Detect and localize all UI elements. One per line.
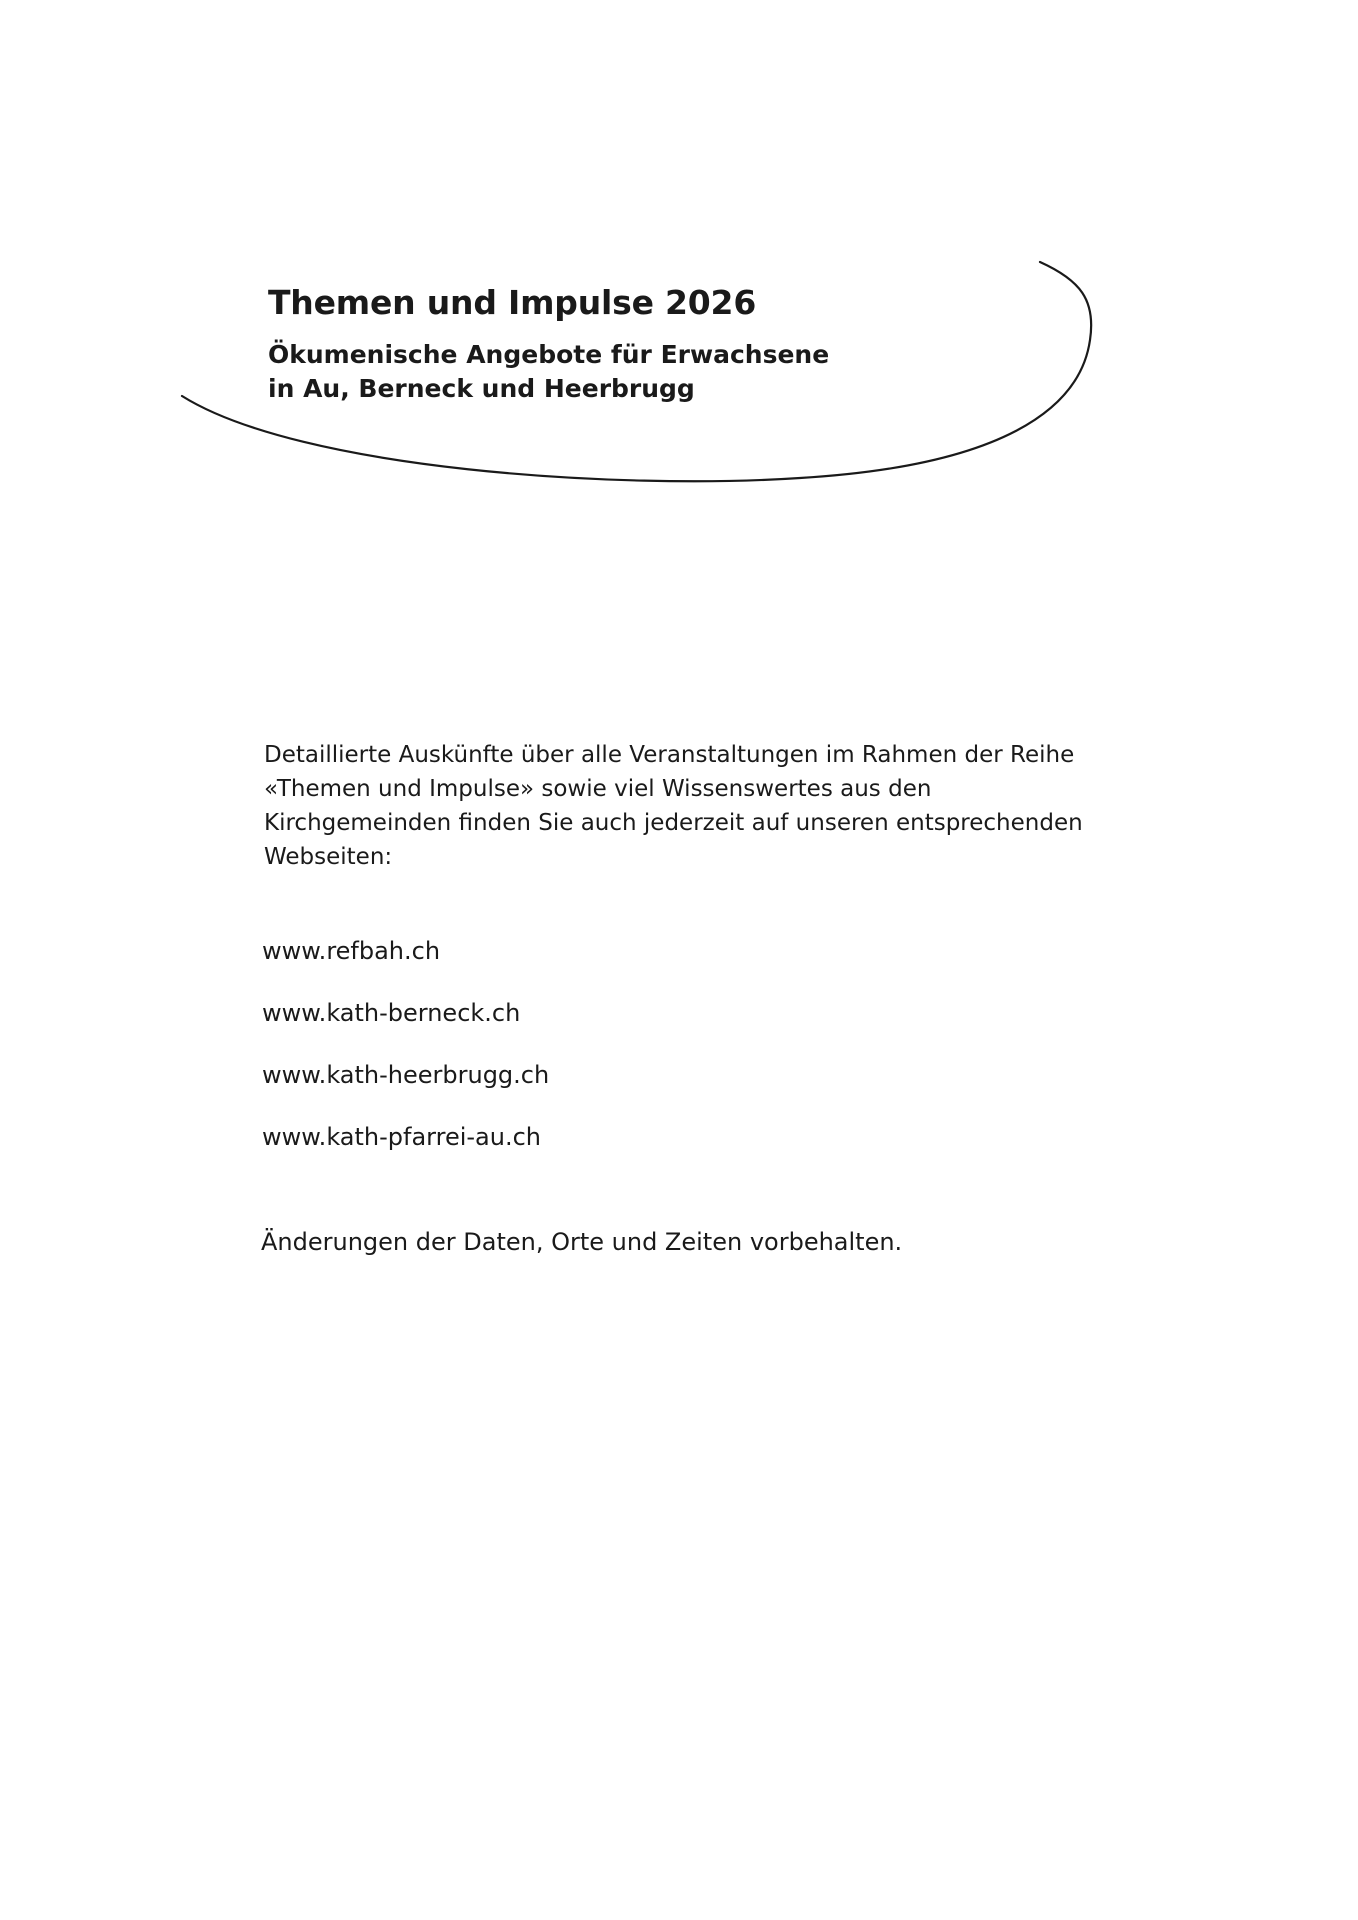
website-link-kath-pfarrei-au[interactable]: www.kath-pfarrei-au.ch — [262, 1123, 541, 1151]
page-subtitle — [268, 338, 829, 406]
website-list — [262, 936, 549, 1184]
website-link-kath-heerbrugg[interactable]: www.kath-heerbrugg.ch — [262, 1061, 550, 1089]
subtitle-line-1: Ökumenische Angebote für Erwachsene — [268, 339, 830, 369]
intro-paragraph: Detaillierte Auskünfte über alle Veranstaltungen im Rahmen der Reihe «Themen und Impulse» sowie viel Wissenswertes aus den Kirchgemeinden finden Sie auch jederzeit auf unseren entsprechenden Webseiten: — [264, 742, 1083, 870]
decorative-swoosh-arc — [0, 0, 1358, 520]
change-notice: Änderungen der Daten, Orte und Zeiten vorbehalten. — [261, 1228, 903, 1256]
subtitle-line-2: in Au, Berneck und Heerbrugg — [268, 373, 695, 403]
website-link-refbah[interactable]: www.refbah.ch — [262, 937, 441, 965]
header-block — [268, 284, 829, 406]
page-title: Themen und Impulse 2026 — [268, 283, 757, 322]
website-link-kath-berneck[interactable]: www.kath-berneck.ch — [262, 999, 521, 1027]
